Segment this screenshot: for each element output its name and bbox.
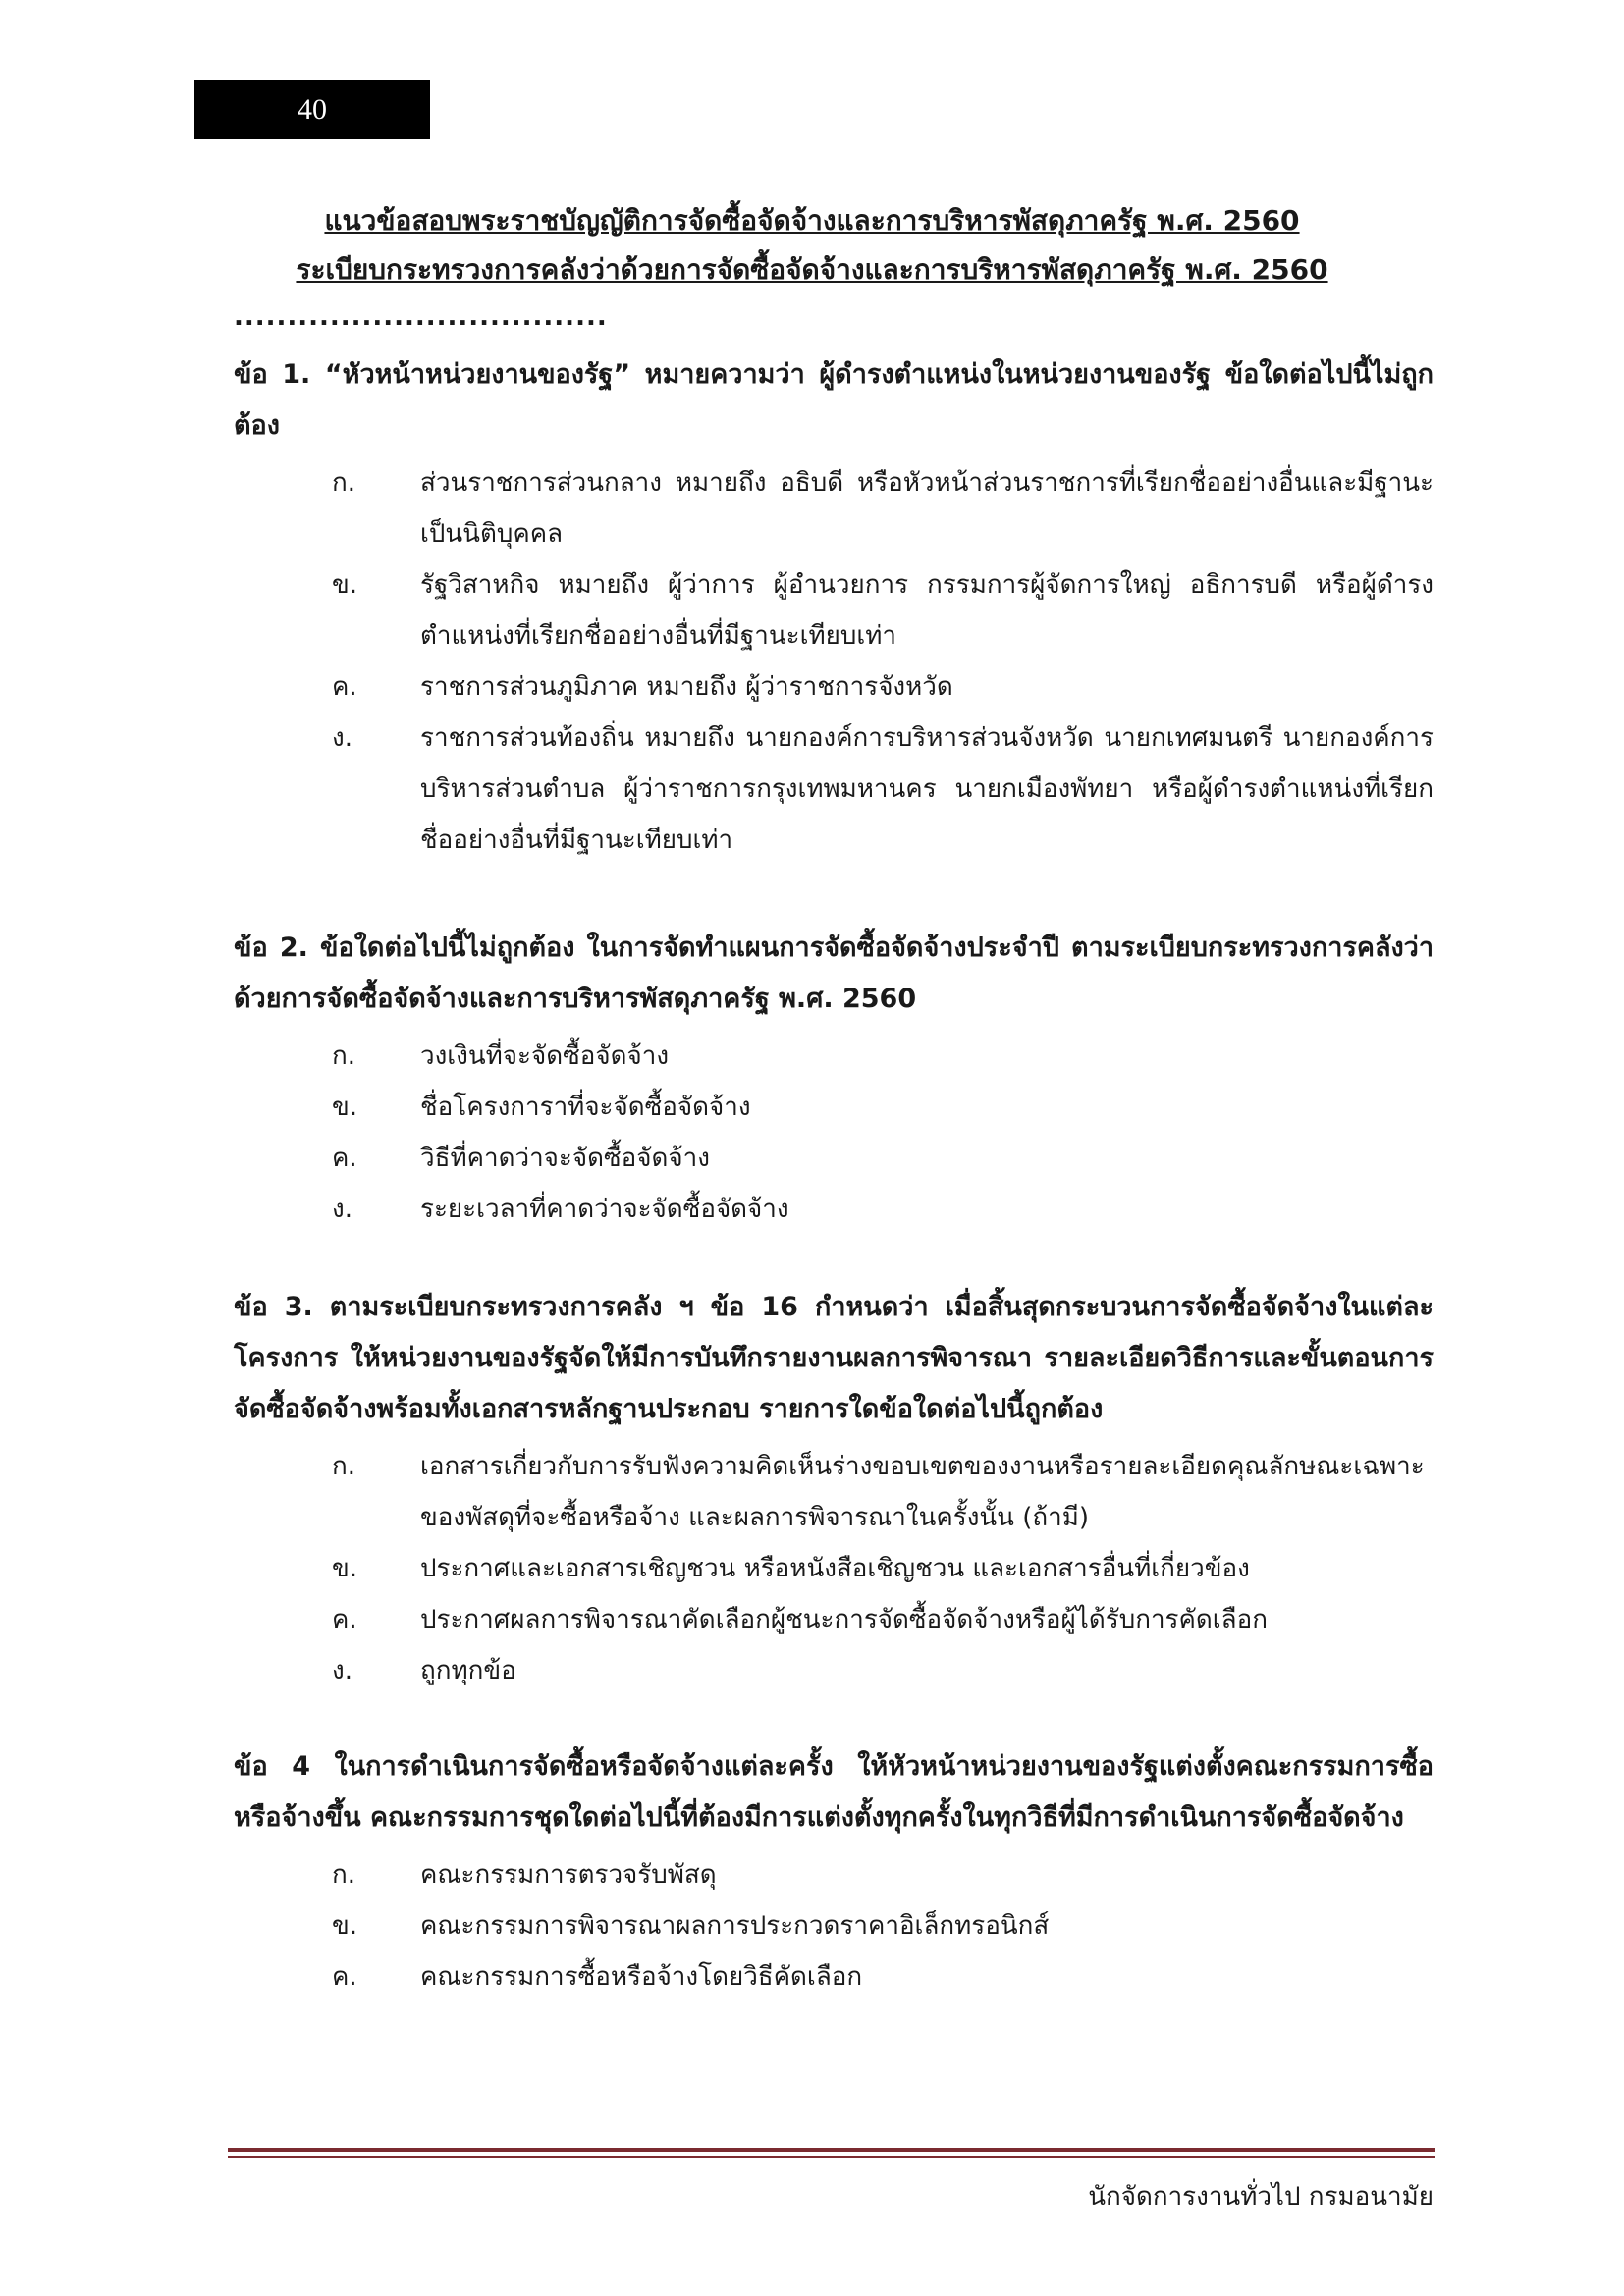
choice-list — [234, 1441, 1434, 1696]
choice-letter: ค. — [332, 1144, 357, 1173]
page-number: 40 — [194, 80, 430, 139]
choice-item — [234, 1184, 1434, 1235]
document-titles — [0, 196, 1624, 294]
choice-letter: ก. — [332, 1860, 356, 1890]
title-line-1: แนวข้อสอบพระราชบัญญัติการจัดซื้อจัดจ้างและการบริหารพัสดุภาครัฐ พ.ศ. 2560 — [324, 204, 1300, 237]
choice-item — [234, 1645, 1434, 1696]
choice-letter: ค. — [332, 1605, 357, 1634]
choice-letter: ก. — [332, 1041, 356, 1071]
choice-item — [234, 1594, 1434, 1645]
choice-text: ถูกทุกข้อ — [420, 1656, 516, 1685]
choice-text: คณะกรรมการตรวจรับพัสดุ — [420, 1860, 717, 1890]
choice-letter: ง. — [332, 1656, 352, 1685]
dotted-separator: ................................... — [234, 302, 608, 332]
choice-text: รัฐวิสาหกิจ หมายถึง ผู้ว่าการ ผู้อำนวยการ กรรมการผู้จัดการใหญ่ อธิการบดี หรือผู้ดำรงตำแหน่งที่เรียกชื่ออย่างอื่นที่มีฐานะเทียบเท่า — [420, 570, 1434, 651]
choice-letter: ข. — [332, 570, 358, 600]
title-line-2: ระเบียบกระทรวงการคลังว่าด้วยการจัดซื้อจัดจ้างและการบริหารพัสดุภาครัฐ พ.ศ. 2560 — [296, 253, 1328, 286]
choice-text: ระยะเวลาที่คาดว่าจะจัดซื้อจัดจ้าง — [420, 1195, 789, 1224]
choice-item — [234, 1133, 1434, 1184]
choice-item — [234, 1082, 1434, 1133]
choice-item — [234, 1031, 1434, 1082]
choice-item — [234, 1900, 1434, 1951]
choice-text: เอกสารเกี่ยวกับการรับฟังความคิดเห็นร่างขอบเขตของงานหรือรายละเอียดคุณลักษณะเฉพาะของพัสดุที่จะซื้อหรือจ้าง และผลการพิจารณาในครั้งนั้น (ถ้ามี) — [420, 1452, 1425, 1532]
choice-item — [234, 662, 1434, 713]
question-2 — [234, 923, 1434, 1235]
choice-text: ราชการส่วนท้องถิ่น หมายถึง นายกองค์การบริหารส่วนจังหวัด นายกเทศมนตรี นายกองค์การบริหารส่วนตำบล ผู้ว่าราชการกรุงเทพมหานคร นายกเมืองพัทยา หรือผู้ดำรงตำแหน่งที่เรียกชื่ออย่างอื่นที่มีฐานะเทียบเท่า — [420, 723, 1434, 855]
choice-letter: ข. — [332, 1093, 358, 1122]
choice-item — [234, 1441, 1434, 1543]
choice-text: วิธีที่คาดว่าจะจัดซื้อจัดจ้าง — [420, 1144, 710, 1173]
question-text: ข้อ 1. “หัวหน้าหน่วยงานของรัฐ” หมายความว่า ผู้ดำรงตำแหน่งในหน่วยงานของรัฐ ข้อใดต่อไปนี้ไม่ถูกต้อง — [234, 359, 1434, 441]
choice-text: ราชการส่วนภูมิภาค หมายถึง ผู้ว่าราชการจังหวัด — [420, 672, 953, 702]
choice-letter: ข. — [332, 1554, 358, 1583]
choice-letter: ก. — [332, 1452, 356, 1481]
question-text: ข้อ 3. ตามระเบียบกระทรวงการคลัง ฯ ข้อ 16 กำหนดว่า เมื่อสิ้นสุดกระบวนการจัดซื้อจัดจ้างในแต่ละโครงการ ให้หน่วยงานของรัฐจัดให้มีการบันทึกรายงานผลการพิจารณา รายละเอียดวิธีการและขั้นตอนการจัดซื้อจัดจ้างพร้อมทั้งเอกสารหลักฐานประกอบ รายการใดข้อใดต่อไปนี้ถูกต้อง — [234, 1292, 1434, 1424]
choice-item — [234, 1543, 1434, 1594]
choice-item — [234, 713, 1434, 866]
choice-text: คณะกรรมการซื้อหรือจ้างโดยวิธีคัดเลือก — [420, 1962, 863, 1992]
choice-item — [234, 1951, 1434, 2002]
choice-text: ส่วนราชการส่วนกลาง หมายถึง อธิบดี หรือหัวหน้าส่วนราชการที่เรียกชื่ออย่างอื่นและมีฐานะเป็นนิติบุคคล — [420, 468, 1434, 549]
question-1 — [234, 349, 1434, 866]
footer-author: นักจัดการงานทั่วไป กรมอนามัย — [1088, 2182, 1434, 2212]
choice-item — [234, 457, 1434, 560]
choice-letter: ง. — [332, 1195, 352, 1224]
choice-list — [234, 457, 1434, 866]
choice-text: คณะกรรมการพิจารณาผลการประกวดราคาอิเล็กทรอนิกส์ — [420, 1911, 1050, 1941]
question-4 — [234, 1741, 1434, 2002]
question-text: ข้อ 4 ในการดำเนินการจัดซื้อหรือจัดจ้างแต่ละครั้ง ให้หัวหน้าหน่วยงานของรัฐแต่งตั้งคณะกรรมการซื้อหรือจ้างขึ้น คณะกรรมการชุดใดต่อไปนี้ที่ต้องมีการแต่งตั้งทุกครั้งในทุกวิธีที่มีการดำเนินการจัดซื้อจัดจ้าง — [234, 1751, 1434, 1833]
choice-text: ชื่อโครงการาที่จะจัดซื้อจัดจ้าง — [420, 1093, 751, 1122]
choice-item — [234, 1849, 1434, 1900]
footer-divider — [228, 2148, 1435, 2152]
footer-divider-thin — [228, 2156, 1435, 2158]
choice-list — [234, 1849, 1434, 2002]
question-3 — [234, 1282, 1434, 1696]
choice-letter: ค. — [332, 1962, 357, 1992]
choice-list — [234, 1031, 1434, 1235]
choice-text: ประกาศและเอกสารเชิญชวน หรือหนังสือเชิญชวน และเอกสารอื่นที่เกี่ยวข้อง — [420, 1554, 1250, 1583]
question-text: ข้อ 2. ข้อใดต่อไปนี้ไม่ถูกต้อง ในการจัดทำแผนการจัดซื้อจัดจ้างประจำปี ตามระเบียบกระทรวงการคลังว่าด้วยการจัดซื้อจัดจ้างและการบริหารพัสดุภาครัฐ พ.ศ. 2560 — [234, 933, 1434, 1014]
choice-letter: ก. — [332, 468, 356, 498]
choice-letter: ง. — [332, 723, 352, 753]
choice-text: ประกาศผลการพิจารณาคัดเลือกผู้ชนะการจัดซื้อจัดจ้างหรือผู้ได้รับการคัดเลือก — [420, 1605, 1268, 1634]
choice-item — [234, 560, 1434, 662]
choice-letter: ค. — [332, 672, 357, 702]
choice-text: วงเงินที่จะจัดซื้อจัดจ้าง — [420, 1041, 670, 1071]
choice-letter: ข. — [332, 1911, 358, 1941]
